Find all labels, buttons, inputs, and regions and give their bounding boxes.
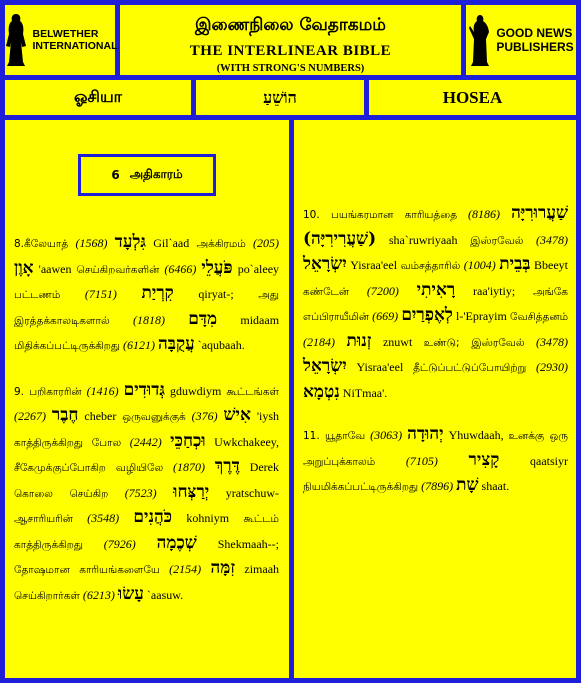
tamil-text: காத்திருக்கிறது போல: [14, 436, 122, 449]
tamil-text: 10. பயங்கரமான காரியத்தை: [303, 209, 458, 221]
title-cell: [120, 5, 461, 75]
strongs-number: (2154): [169, 562, 202, 576]
tamil-text: 11. யூதாவே: [303, 430, 366, 442]
strongs-number: (7896): [421, 479, 454, 493]
chapter-number: 6: [111, 168, 120, 182]
left-logo-line2: INTERNATIONAL: [32, 40, 118, 52]
title-subtitle: (WITH STRONG'S NUMBERS): [216, 63, 365, 74]
transliteration: shaat.: [481, 479, 510, 493]
verse-paragraph: [14, 231, 279, 359]
right-logo-line2: PUBLISHERS: [496, 40, 574, 54]
transliteration: kohniym: [186, 511, 230, 525]
hebrew-word: אָוֶן: [14, 257, 34, 278]
strongs-number: (1818): [132, 312, 165, 327]
tamil-text: அங்கே எப்பிராயீமின்: [303, 285, 569, 323]
book-name-hebrew: הוֹשֵׁעַ: [196, 80, 364, 115]
transliteration: zimaah: [244, 562, 280, 576]
tamil-text: இஸ்ரவேல்: [470, 234, 524, 247]
strongs-number: (3063): [370, 428, 403, 442]
transliteration: `aqubaah.: [197, 338, 245, 352]
hebrew-word: שָׁת: [456, 475, 479, 495]
tamil-text: வேசித்தனம்: [509, 311, 569, 323]
tamil-text: கொலை: [14, 487, 54, 500]
transliteration: znuwt: [382, 334, 413, 349]
good-news-logo: [468, 12, 573, 68]
transliteration: midaam: [240, 312, 280, 327]
transliteration: 'aawen: [38, 261, 72, 276]
hebrew-word: מִדָּם: [188, 308, 218, 329]
transliteration: cheber: [84, 409, 117, 423]
transliteration: NiTmaa'.: [342, 385, 388, 400]
strongs-number: (6213): [82, 587, 115, 602]
hebrew-word: וּכְחַכֵּי: [170, 430, 206, 451]
transliteration: Yisraa'eel: [350, 258, 398, 272]
strongs-number: (376): [191, 409, 218, 423]
chapter-label: அதிகாரம்: [129, 167, 183, 181]
verse-paragraph: [303, 202, 568, 405]
strongs-number: (205): [253, 236, 279, 250]
verse-paragraph: [303, 423, 568, 500]
strongs-number: (7105): [405, 453, 438, 468]
hebrew-word: פֹּעֲלֵי: [201, 257, 233, 278]
tamil-text: கண்டேன்: [303, 285, 350, 298]
strongs-number: (7200): [366, 283, 399, 298]
hebrew-word: רָאִיתִי: [416, 279, 456, 300]
tamil-text: மிதிக்கப்பட்டிருக்கிறது: [14, 340, 121, 352]
transliteration: qaatsiyr: [530, 453, 568, 468]
tamil-text: வம்சத்தாரில்: [400, 260, 461, 272]
transliteration: Gil`aad: [153, 236, 190, 250]
transliteration: sha`ruwriyaah: [388, 232, 458, 247]
transliteration: 'iysh: [256, 409, 279, 423]
hebrew-word: גִּלְעָד: [114, 232, 147, 252]
transliteration: Bbeeyt: [534, 258, 568, 272]
transliteration: qiryat-;: [198, 287, 234, 301]
transliteration: Uwkchakeey,: [214, 434, 279, 449]
tamil-text: உனக்கு ஒரு அறுப்புக்காலம்: [303, 430, 568, 468]
tamil-text: சீகேமுக்குப்போகிற: [14, 462, 106, 474]
strongs-number: (1870): [173, 460, 206, 474]
hebrew-word: זִמָּה: [210, 558, 236, 578]
hebrew-word: כֹּהֲנִים: [133, 507, 173, 527]
transliteration: `aasuw.: [146, 587, 184, 602]
hebrew-word: קִרְיַת: [141, 283, 174, 303]
left-logo-line1: BELWETHER: [32, 28, 99, 40]
title-tamil: இணைநிலை வேதாகமம்: [195, 15, 386, 35]
strongs-number: (6466): [164, 261, 197, 276]
tamil-text: 8.கீலேயாத்: [14, 238, 69, 250]
hebrew-word: שַׁעֲרוּרִיָּה: [511, 203, 569, 223]
hebrew-word: יְהוּדָה: [407, 424, 444, 444]
tamil-text: வழியிலே: [115, 462, 164, 474]
tamil-text: 9. பறிகாரரின்: [14, 385, 82, 398]
strongs-number: (2442): [129, 434, 162, 449]
hebrew-word: קָצִיר: [468, 449, 500, 470]
strongs-number: (2267): [14, 409, 46, 423]
tamil-text: அக்கிரமம்: [196, 238, 246, 250]
hebrew-word: לְאֶפְרַיִם: [401, 305, 453, 325]
chapter-heading: [78, 154, 216, 196]
tamil-text: உண்டு; இஸ்ரவேல்: [423, 336, 525, 349]
tamil-text: செய்கிறவர்களின்: [76, 263, 160, 276]
strongs-number: (7523): [124, 485, 157, 500]
strongs-number: (2184): [303, 334, 335, 349]
hebrew-word: נִטְמָא: [303, 381, 340, 402]
left-logo-cell: [5, 5, 118, 75]
strongs-number: (2930): [536, 360, 569, 374]
hebrew-word: חֶבֶר: [51, 405, 79, 425]
hebrew-word: עָשׂוּ: [117, 583, 144, 604]
hebrew-word: יִשְׂרָאֵל: [303, 356, 347, 376]
tamil-text: ஆசாரியரின்: [14, 513, 73, 525]
strongs-number: (3478): [536, 232, 569, 247]
transliteration: yratschuw-: [225, 485, 280, 500]
transliteration: Derek: [249, 460, 280, 474]
strongs-number: (3478): [536, 334, 569, 349]
right-text-column: [303, 202, 568, 500]
hebrew-word: (שַׁעֲרִירִיָּה): [303, 228, 377, 249]
tamil-text: கூட்டம் காத்திருக்கிறது: [14, 513, 280, 551]
strongs-number: (6121): [123, 338, 156, 352]
hebrew-word: גְּדוּדִים: [123, 379, 165, 400]
tamil-text: பட்டணம்: [14, 289, 61, 301]
tamil-text: நியமிக்கப்பட்டிருக்கிறது: [303, 481, 419, 493]
transliteration: raa'iytiy;: [473, 283, 516, 298]
hebrew-word: עֲקֻבָּה: [158, 334, 195, 354]
strongs-number: (1004): [463, 258, 496, 272]
right-logo-line1: GOOD NEWS: [496, 26, 573, 40]
hebrew-word: שְׁכֶמָה: [156, 532, 197, 553]
tamil-text: கூட்டங்கள்: [226, 385, 280, 398]
strongs-number: (7926): [103, 536, 136, 551]
strongs-number: (7151): [84, 287, 117, 301]
tamil-text: செய்கிறார்கள்: [14, 589, 80, 602]
monk-figure-icon: [3, 12, 29, 68]
tamil-text: தோஷமான காரியங்களையே: [14, 564, 160, 576]
hebrew-word: זְנוּת: [346, 330, 372, 351]
transliteration: po`aleey: [237, 261, 280, 276]
transliteration: gduwdiym: [170, 383, 222, 398]
verse-paragraph: [14, 379, 279, 609]
transliteration: Yisraa'eel: [356, 360, 404, 374]
book-name-tamil: ஓசியா: [5, 80, 191, 115]
preacher-figure-icon: [468, 12, 492, 68]
tamil-text: அது இரத்தக்காலடிகளால்: [14, 289, 280, 327]
book-name-english: HOSEA: [369, 80, 576, 115]
strongs-number: (3548): [87, 511, 120, 525]
transliteration: Yhuwdaah,: [448, 428, 504, 442]
right-logo-cell: [466, 5, 576, 75]
strongs-number: (8186): [468, 207, 501, 221]
hebrew-word: אִישׁ: [223, 405, 251, 425]
left-text-column: [14, 231, 279, 608]
strongs-number: (1416): [86, 383, 119, 398]
belwether-logo: [3, 12, 118, 68]
strongs-number: (1568): [75, 236, 108, 250]
transliteration: l-'Eprayim: [456, 309, 507, 323]
tamil-text: செய்கிற: [69, 487, 109, 500]
title-english: THE INTERLINEAR BIBLE: [189, 43, 392, 59]
tamil-text: தீட்டுப்பட்டுப்போயிற்று: [413, 362, 527, 374]
hebrew-word: בְּבֵית: [499, 254, 531, 274]
transliteration: Shekmaah--;: [217, 536, 279, 551]
tamil-text: ஒருவனுக்குக்: [122, 411, 186, 423]
hebrew-word: יִשְׂרָאֵל: [303, 254, 347, 274]
hebrew-word: דֶּרֶךְ: [214, 456, 240, 476]
hebrew-word: יְרַצְּחוּ: [173, 481, 210, 502]
strongs-number: (669): [372, 309, 399, 323]
